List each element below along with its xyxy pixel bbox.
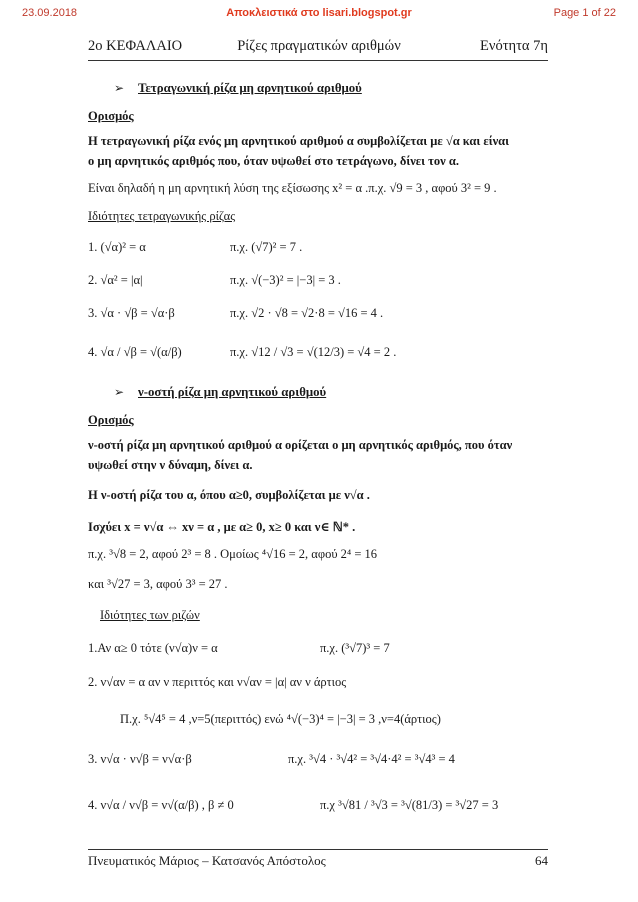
sqrt-example-4: π.χ. √12 / √3 = √(12/3) = √4 = 2 . [230,345,397,359]
section1-properties-label: Ιδιότητες τετραγωνικής ρίζας [88,209,236,223]
footer-divider [88,849,548,850]
nth-root-example-1: π.χ. ³√8 = 2, αφού 2³ = 8 . Ομοίως ⁴√16 = 2, αφού 2⁴ = 16 [88,547,378,561]
root-example-1: π.χ. (³√7)³ = 7 [320,641,390,655]
section2-definition-label: Ορισμός [88,413,134,427]
section2-properties-label: Ιδιότητες των ριζών [100,608,200,622]
nth-root-example-2: και ³√27 = 3, αφού 3³ = 27 . [88,577,228,591]
section1-definition-line2: ο μη αρνητικός αριθμός που, όταν υψωθεί στο τετράγωνο, δίνει τον α. [88,154,459,168]
root-property-1: 1.Αν α≥ 0 τότε (ν√α)ν = α [88,641,218,655]
unit-title: Ενότητα 7η [480,38,548,54]
root-property-3: 3. ν√α · ν√β = ν√α·β [88,752,192,766]
print-date: 23.09.2018 [22,7,78,19]
root-example-3: π.χ. ³√4 · ³√4² = ³√4·4² = ³√4³ = 4 [288,752,455,766]
page-indicator: Page 1 of 22 [553,7,616,19]
section1-definition-label: Ορισμός [88,109,134,123]
top-bar [0,7,638,23]
sqrt-example-2: π.χ. √(−3)² = |−3| = 3 . [230,273,341,287]
sqrt-property-2: 2. √α² = |α| [88,273,143,287]
header-divider [88,60,548,61]
bullet-arrow-icon: ➢ [114,385,125,399]
root-property-4: 4. ν√α / ν√β = ν√(α/β) , β ≠ 0 [88,798,234,812]
sqrt-property-1: 1. (√α)² = α [88,240,146,254]
section1-explanation: Είναι δηλαδή η μη αρνητική λύση της εξίσωσης x² = α .π.χ. √9 = 3 , αφού 3² = 9 . [88,181,497,195]
nth-root-equivalence: Ισχύει x = ν√α ⇔ xν = α , με α≥ 0, x≥ 0 και ν∈ ℕ* . [88,520,356,534]
bullet-arrow-icon: ➢ [114,81,125,95]
promo-link[interactable]: Αποκλειστικά στο lisari.blogspot.gr [226,7,412,19]
root-example-4: π.χ ³√81 / ³√3 = ³√(81/3) = ³√27 = 3 [320,798,499,812]
root-property-2: 2. ν√αν = α αν ν περιττός και ν√αν = |α| αν ν άρτιος [88,675,347,689]
section2-heading: ν-οστή ρίζα μη αρνητικού αριθμού [138,385,327,399]
chapter-title: 2ο ΚΕΦΑΛΑΙΟ [88,38,183,54]
footer-page-number: 64 [535,853,548,868]
root-property-2-example: Π.χ. ⁵√4⁵ = 4 ,ν=5(περιττός) ενώ ⁴√(−3)⁴ = |−3| = 3 ,ν=4(άρτιος) [120,712,441,726]
section2-definition-line2: υψωθεί στην ν δύναμη, δίνει α. [88,458,253,472]
sqrt-example-1: π.χ. (√7)² = 7 . [230,240,303,254]
sqrt-property-4: 4. √α / √β = √(α/β) [88,345,182,359]
section1-heading: Τετραγωνική ρίζα μη αρνητικού αριθμού [138,81,362,95]
sqrt-property-3: 3. √α · √β = √α·β [88,306,175,320]
section1-definition-line1: Η τετραγωνική ρίζα ενός μη αρνητικού αριθμού α συμβολίζεται με √α και είναι [88,134,510,148]
section2-definition-line1: ν-οστή ρίζα μη αρνητικού αριθμού α ορίζεται ο μη αρνητικός αριθμός, που όταν [88,438,513,452]
sqrt-example-3: π.χ. √2 · √8 = √2·8 = √16 = 4 . [230,306,384,320]
footer-authors: Πνευματικός Μάριος – Κατσανός Απόστολος [88,853,326,868]
topic-title: Ρίζες πραγματικών αριθμών [237,38,401,54]
nth-root-notation: Η ν-οστή ρίζα του α, όπου α≥0, συμβολίζεται με ν√α . [88,488,370,502]
